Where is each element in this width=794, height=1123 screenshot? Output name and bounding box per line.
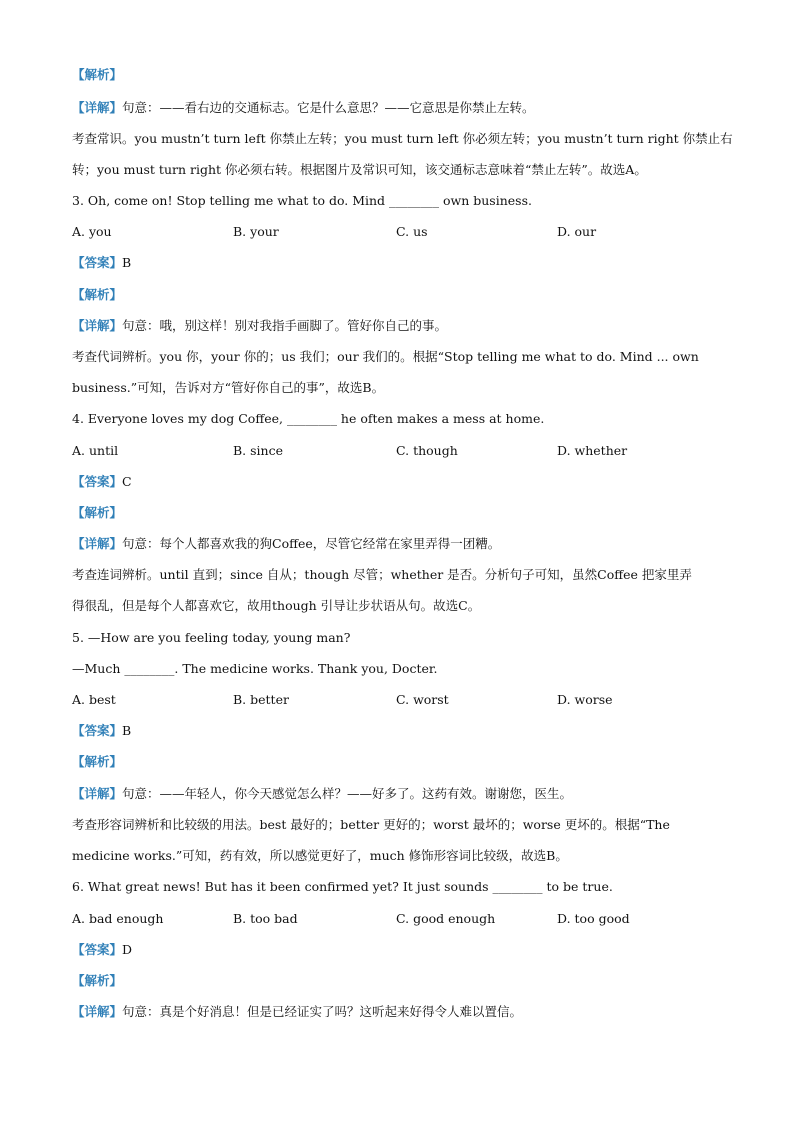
option-a: A. you	[72, 224, 112, 239]
detail-line: 【详解】句意：——看右边的交通标志。它是什么意思？——它意思是你禁止左转。	[72, 100, 535, 115]
option-d: D. worse	[557, 692, 613, 707]
option-a: A. best	[72, 692, 116, 707]
explanation-line: 考查连词辨析。until 直到；since 自从；though 尽管；whether 是否。分析句子可知，虽然Coffee 把家里弄	[72, 567, 692, 582]
option-b: B. too bad	[233, 911, 298, 926]
analysis-heading: 【解析】	[72, 287, 123, 302]
question-5-reply: —Much ________. The medicine works. Thank you, Docter.	[72, 661, 438, 676]
detail-line: 【详解】句意：真是个好消息！但是已经证实了吗？这听起来好得令人难以置信。	[72, 1004, 523, 1019]
explanation-line: 考查常识。you mustn’t turn left 你禁止左转；you must turn left 你必须左转；you mustn’t turn right 你禁止右	[72, 131, 733, 146]
option-a: A. bad enough	[72, 911, 164, 926]
option-c: C. good enough	[396, 911, 496, 926]
question-3: 3. Oh, come on! Stop telling me what to do. Mind ________ own business.	[72, 193, 532, 208]
explanation-line: 得很乱，但是每个人都喜欢它，故用though 引导让步状语从句。故选C。	[72, 598, 481, 613]
analysis-heading: 【解析】	[72, 505, 123, 520]
answer-line: 【答案】B	[72, 255, 132, 270]
option-b: B. better	[233, 692, 289, 707]
option-c: C. worst	[396, 692, 449, 707]
explanation-line: 考查代词辨析。you 你，your 你的；us 我们；our 我们的。根据“Stop telling me what to do. Mind ... own	[72, 349, 699, 364]
explanation-line: 转；you must turn right 你必须右转。根据图片及常识可知，该交通标志意味着“禁止左转”。故选A。	[72, 162, 647, 177]
answer-line: 【答案】D	[72, 942, 133, 957]
explanation-line: business.”可知，告诉对方“管好你自己的事”，故选B。	[72, 380, 385, 395]
detail-line: 【详解】句意：每个人都喜欢我的狗Coffee，尽管它经常在家里弄得一团糟。	[72, 536, 501, 551]
option-b: B. since	[233, 443, 283, 458]
option-d: D. whether	[557, 443, 628, 458]
option-d: D. too good	[557, 911, 630, 926]
option-c: C. though	[396, 443, 458, 458]
detail-line: 【详解】句意：——年轻人，你今天感觉怎么样？——好多了。这药有效。谢谢您，医生。	[72, 786, 573, 801]
answer-line: 【答案】C	[72, 474, 132, 489]
option-a: A. until	[72, 443, 119, 458]
question-6: 6. What great news! But has it been confirmed yet? It just sounds ________ to be true.	[72, 879, 613, 894]
option-b: B. your	[233, 224, 279, 239]
analysis-heading: 【解析】	[72, 754, 123, 769]
answer-line: 【答案】B	[72, 723, 132, 738]
option-c: C. us	[396, 224, 428, 239]
explanation-line: 考查形容词辨析和比较级的用法。best 最好的；better 更好的；worst 最坏的；worse 更坏的。根据“The	[72, 817, 670, 832]
analysis-heading: 【解析】	[72, 67, 123, 82]
analysis-heading: 【解析】	[72, 973, 123, 988]
explanation-line: medicine works.”可知，药有效，所以感觉更好了，much 修饰形容词比较级，故选B。	[72, 848, 568, 863]
detail-line: 【详解】句意：哦，别这样！别对我指手画脚了。管好你自己的事。	[72, 318, 448, 333]
question-5: 5. —How are you feeling today, young man?	[72, 630, 351, 645]
question-4: 4. Everyone loves my dog Coffee, ________ he often makes a mess at home.	[72, 411, 545, 426]
option-d: D. our	[557, 224, 597, 239]
